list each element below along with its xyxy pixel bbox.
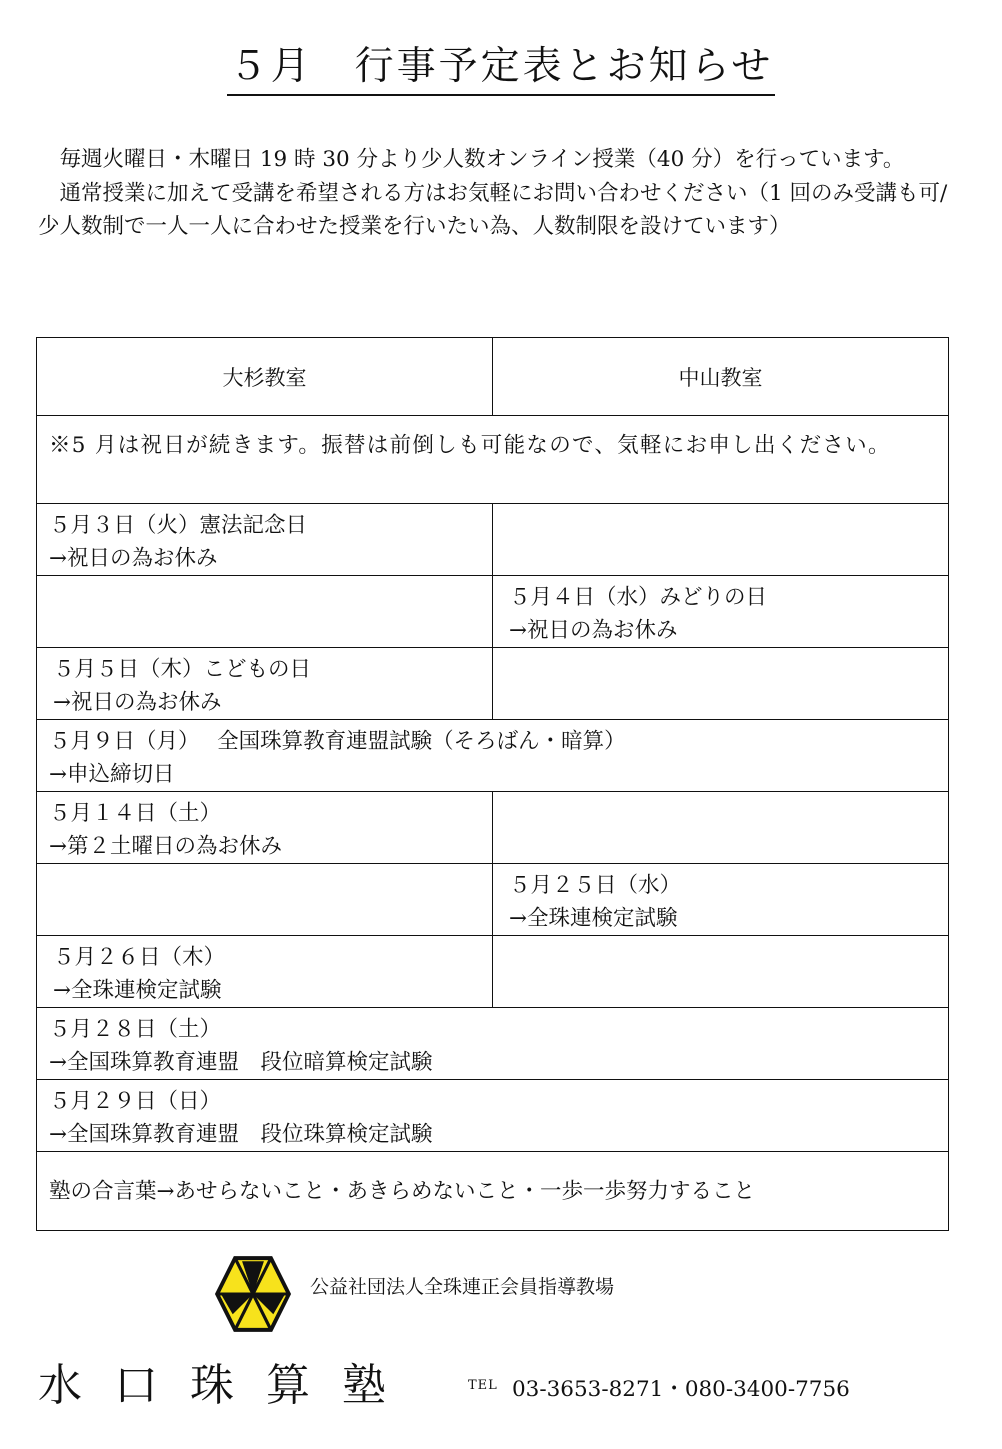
- tel-label: TEL: [468, 1378, 498, 1393]
- event-date: ５月２５日（水）: [509, 873, 682, 898]
- table-row: [37, 720, 949, 792]
- event-date: ５月２８日（土）: [49, 1017, 222, 1042]
- hexagon-abacus-logo-icon: [214, 1255, 292, 1333]
- intro-paragraph-2: 通常授業に加えて受講を希望される方はお気軽にお問い合わせください（1 回のみ受講も可/少人数制で一人一人に合わせた授業を行いたい為、人数制限を設けています）: [38, 180, 948, 239]
- event-detail: →祝日の為お休み: [49, 546, 218, 571]
- empty-cell: [37, 864, 493, 936]
- event-detail: →祝日の為お休み: [509, 618, 678, 643]
- event-date: ５月２９日（日）: [49, 1089, 222, 1114]
- schedule-table: [36, 337, 949, 1231]
- event-date: ５月５日（木）こどもの日: [53, 657, 312, 682]
- motto-row: [37, 1152, 949, 1231]
- event-date: ５月９日（月） 全国珠算教育連盟試験（そろばん・暗算）: [49, 729, 626, 754]
- event-detail: →全国珠算教育連盟 段位珠算検定試験: [49, 1122, 433, 1147]
- event-date: ５月４日（水）みどりの日: [509, 585, 768, 610]
- event-detail: →祝日の為お休み: [53, 690, 222, 715]
- table-row: [37, 792, 949, 864]
- footer: [0, 1250, 1002, 1449]
- empty-cell: [493, 936, 949, 1008]
- intro: [38, 143, 950, 244]
- empty-cell: [37, 576, 493, 648]
- table-row: [37, 864, 949, 936]
- event-detail: →全国珠算教育連盟 段位暗算検定試験: [49, 1050, 433, 1075]
- header-nakayama: 中山教室: [493, 338, 949, 416]
- empty-cell: [493, 648, 949, 720]
- school-name: 水口珠算塾: [38, 1360, 418, 1411]
- event-date: ５月２６日（木）: [53, 945, 226, 970]
- note-row: [37, 416, 949, 504]
- empty-cell: [493, 504, 949, 576]
- association-name: 公益社団法人全珠連正会員指導教場: [310, 1276, 615, 1298]
- event-date: ５月１４日（土）: [49, 801, 222, 826]
- holiday-note: ※5 月は祝日が続きます。振替は前倒しも可能なので、気軽にお申し出ください。: [49, 433, 891, 458]
- empty-cell: [493, 792, 949, 864]
- table-row: [37, 576, 949, 648]
- phone-numbers: 03-3653-8271・080-3400-7756: [512, 1377, 850, 1402]
- table-row: [37, 936, 949, 1008]
- table-row: [37, 648, 949, 720]
- page-title: ５月 行事予定表とお知らせ: [227, 42, 776, 96]
- table-row: [37, 1008, 949, 1080]
- page-title-wrap: [0, 42, 1002, 96]
- schedule-header-row: [37, 338, 949, 416]
- event-detail: →全珠連検定試験: [509, 906, 678, 931]
- header-osugi: 大杉教室: [37, 338, 493, 416]
- table-row: [37, 1080, 949, 1152]
- juku-motto: 塾の合言葉→あせらないこと・あきらめないこと・一歩一歩努力すること: [49, 1178, 756, 1204]
- intro-paragraph-1: 毎週火曜日・木曜日 19 時 30 分より少人数オンライン授業（40 分）を行っています。: [59, 147, 905, 172]
- event-detail: →第２土曜日の為お休み: [49, 834, 283, 859]
- event-detail: →申込締切日: [49, 762, 175, 787]
- table-row: [37, 504, 949, 576]
- event-date: ５月３日（火）憲法記念日: [49, 513, 308, 538]
- event-detail: →全珠連検定試験: [53, 978, 222, 1003]
